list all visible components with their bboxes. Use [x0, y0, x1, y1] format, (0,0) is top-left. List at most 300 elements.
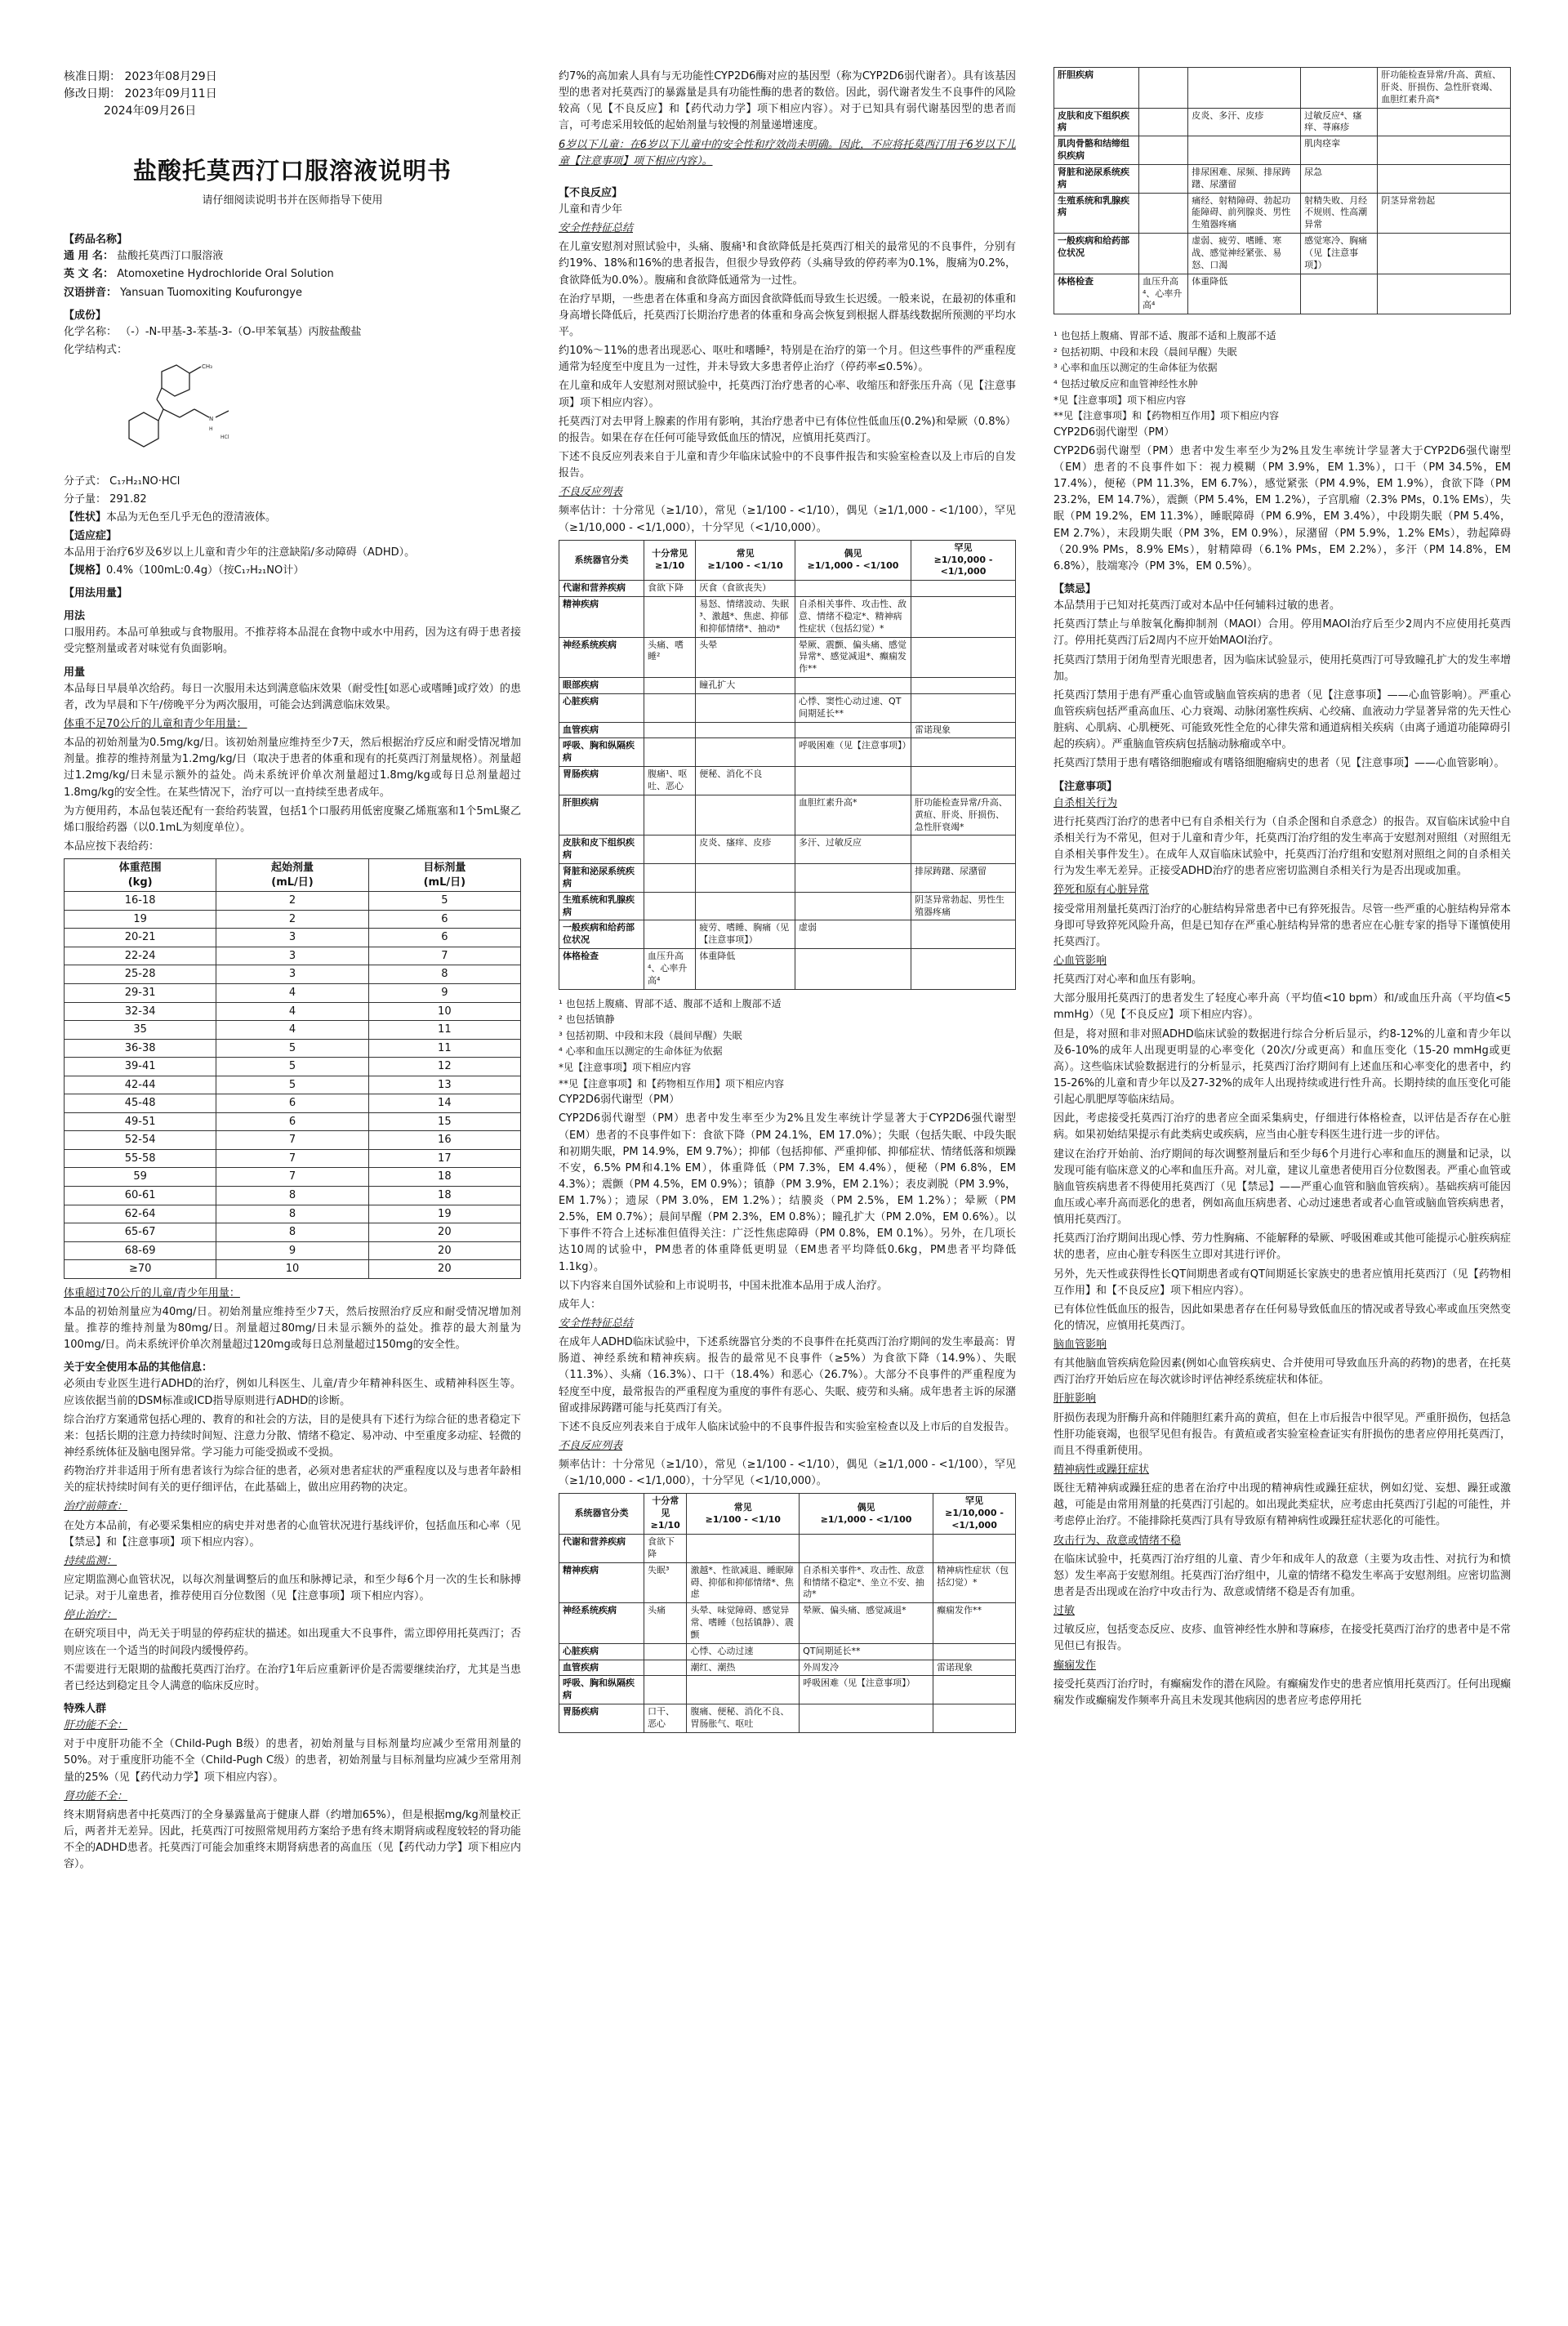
- psychosis-heading: 精神病性或躁狂症状: [1054, 1464, 1150, 1477]
- adverse-table-cell: 痛经、射精障碍、勃起功能障碍、前列腺炎、男性生殖器疼痛: [1188, 193, 1301, 234]
- dosage-under-70-text: 本品的初始剂量为0.5mg/kg/日。该初始剂量应维持至少7天，然后根据治疗反应和耐受情况增加剂量。推荐的维持剂量为1.2mg/kg/日（取决于患者的体重和现有的托莫西汀剂量规格）。剂量超过1.2mg/kg/日未显示额外的益处。尚未系统评价单次剂量超过1.8mg/kg或每日总剂量超过1.8mg/kg的安全性。在某些情况下，治疗可以一直持续至患者成年。: [64, 737, 521, 799]
- other-info-p3: 药物治疗并非适用于所有患者该行为综合征的患者，必须对患者症状的严重程度以及与患者年龄相关的症状持续时间有关的更仔细评估，在此基础上，做出应用药物的决定。: [64, 1465, 521, 1495]
- stop-text-2: 不需要进行无限期的盐酸托莫西汀治疗。在治疗1年后应重新评价是否需要继续治疗，尤其是当患者已经达到稳定且令人满意的临床反应时。: [64, 1663, 521, 1692]
- adverse-table-cell: 疲劳、嗜睡、胸痛（见【注意事项】）: [696, 920, 795, 949]
- adverse-table-cell: 外周发冷: [800, 1660, 933, 1676]
- adverse-table-row: [559, 1660, 1016, 1676]
- dose-table-row: [65, 1039, 521, 1058]
- dose-table-cell: 45-48: [65, 1094, 216, 1113]
- adverse-table-cell: 体格检查: [559, 949, 644, 990]
- usage-method-heading: 用法: [64, 610, 86, 623]
- adverse-table-cell: [1301, 274, 1378, 314]
- adverse-table-cell: 生殖系统和乳腺疾病: [1054, 193, 1139, 234]
- section-drug-name: 【药品名称】: [64, 234, 128, 247]
- adverse-table-cell: 失眠³: [644, 1562, 687, 1603]
- adverse-table-adult-continued: [1054, 67, 1511, 314]
- adverse-table-cell: 皮肤和皮下组织疾病: [559, 835, 644, 864]
- dose-table-cell: 65-67: [65, 1223, 216, 1242]
- contra-5: 托莫西汀禁用于患有嗜铬细胞瘤或有嗜铬细胞瘤病史的患者（见【注意事项】——心血管影响）。: [1054, 757, 1505, 770]
- aggression-heading: 攻击行为、敌意或情绪不稳: [1054, 1534, 1182, 1547]
- dose-table-cell: 6: [368, 910, 520, 929]
- adverse-table-cell: [933, 1643, 1016, 1660]
- adverse-table-cell: [687, 1534, 800, 1562]
- adverse-table-cell: [644, 795, 696, 835]
- cardio-p2: 大部分服用托莫西汀的患者发生了轻度心率升高（平均值<10 bpm）和/或血压升高（平均值<5 mmHg）（见【不良反应】项下相应内容）。: [1054, 992, 1511, 1022]
- adverse-table-cell: [911, 637, 1016, 678]
- c3-pm-text: CYP2D6弱代谢型（PM）患者中发生率至少为2%且发生率统计学显著大于CYP2D6强代谢型（EM）患者的不良事件如下：视力模糊（PM 3.9%，EM 1.3%），口干（PM 34.5%，EM 17.4%），便秘（PM 11.3%，EM 6.7%），感觉紧张（PM 4.9%，EM 1.9%），食欲下降（PM 23.2%，EM 14.7%），震颤（PM 5.4%，EM 1.2%），子宫肌瘤（2.3% PMs，0.1% EMs），失眠（PM 19.2%，EM 11.3%），睡眠障碍（PM 6.9%，EM 3.4%），中段期失眠（PM 5.4%，EM 2.7%），末段期失眠（PM 3%，EM 0.9%），尿潴留（PM 5.9%，1.2% EMs），勃起障碍（20.9% PMs，8.9% EMs），射精障碍（6.1% PMs，EM 2.2%），多汗（PM 14.8%，EM 6.8%），肢端寒冷（PM 3%，EM 0.5%）。: [1054, 444, 1511, 573]
- dose-table-cell: 20: [368, 1241, 520, 1260]
- seizure-text: 接受托莫西汀治疗时，有癫痫发作的潜在风险。有癫痫发作史的患者应慎用托莫西汀。任何出现癫痫发作或癫痫发作频率升高且未发现其他病因的患者应考虑停用托: [1054, 1678, 1511, 1707]
- dose-table-cell: 10: [368, 1002, 520, 1021]
- adverse-table-cell: [1188, 136, 1301, 165]
- adverse-table-cell: 一般疾病和给药部位状况: [559, 920, 644, 949]
- adverse-table-cell: 食欲下降: [644, 1534, 687, 1562]
- adverse-table-cell: [644, 892, 696, 920]
- dose-table: [64, 858, 521, 1279]
- adverse-table-cell: [644, 835, 696, 864]
- dose-table-cell: 35: [65, 1021, 216, 1040]
- sudden-death-text: 接受常用剂量托莫西汀治疗的心脏结构异常患者中已有猝死报告。尽管一些严重的心脏结构异常本身即可导致猝死风险升高，但是已知存在严重心脏结构异常的患者应在心脏专家的指导下谨慎使用托莫西汀。: [1054, 902, 1511, 948]
- dose-table-cell: 59: [65, 1168, 216, 1187]
- dose-table-cell: 15: [368, 1112, 520, 1131]
- adverse-table-row: [559, 1676, 1016, 1704]
- adverse-table-cell: 代谢和营养疾病: [559, 1534, 644, 1562]
- document-subtitle: 请仔细阅读说明书并在医师指导下使用: [202, 194, 383, 207]
- cyp2d6-text: 约7%的高加索人具有与无功能性CYP2D6酶对应的基因型（称为CYP2D6弱代谢者）。具有该基因型的患者对托莫西汀的暴露量是具有功能性酶的患者的数倍。因此，弱代谢者发生不良事件的风险较高（见【不良反应】和【药代动力学】项下相应内容）。对于已知具有弱代谢基因型的患者而言，可考虑采用较低的起始剂量与较慢的剂量递增速度。: [559, 70, 1016, 132]
- adverse-table-cell: [1139, 164, 1188, 193]
- adverse-table-cell: [1139, 234, 1188, 274]
- adverse-table-cell: [795, 892, 911, 920]
- adverse-table-cell: [1139, 68, 1188, 109]
- dose-table-cell: 5: [216, 1058, 368, 1076]
- liver-heading: 肝脏影响: [1054, 1392, 1097, 1406]
- adverse-table-cell: 心脏疾病: [559, 1643, 644, 1660]
- dosing-device-text: 为方便用药，本品包装还配有一套给药装置，包括1个口服药用低密度聚乙烯瓶塞和1个5mL聚乙烯口服给药器（以0.1mL为刻度单位）。: [64, 804, 521, 834]
- adverse-table-header: 偶见 ≥1/1,000 - <1/100: [795, 540, 911, 581]
- renal-heading: 肾功能不全：: [64, 1789, 128, 1802]
- adverse-table-row: [559, 738, 1016, 767]
- adverse-table-cell: 体格检查: [1054, 274, 1139, 314]
- dose-table-cell: 4: [216, 983, 368, 1002]
- special-population-heading: 特殊人群: [64, 1702, 107, 1715]
- dose-table-row: [65, 1076, 521, 1094]
- c3-footnote-3: ³ 心率和血压以测定的生命体征为依据: [1054, 362, 1218, 374]
- adverse-table-cell: 阴茎异常勃起: [1378, 193, 1511, 234]
- adr-child-p3: 约10%～11%的患者出现恶心、呕吐和嗜睡²，特别是在治疗的第一个月。但这些事件的严重程度通常为轻度至中度且为一过性，并未导致大多患者停止治疗（停药率≤0.5%）。: [559, 345, 1016, 374]
- c3-footnote-2: ² 包括初期、中段和末段（晨间早醒）失眠: [1054, 345, 1237, 358]
- other-info-p1: 必须由专业医生进行ADHD的治疗，例如儿科医生、儿童/青少年精神科医生、或精神科医生等。应该依据当前的DSM标准或ICD指导原则进行ADHD的诊断。: [64, 1378, 521, 1407]
- adverse-table-cell: 虚弱、疲劳、嗜睡、寒战、感觉神经紧张、易怒、口渴: [1188, 234, 1301, 274]
- adult-list-heading: 不良反应列表: [559, 1440, 623, 1453]
- adverse-table-cell: [696, 795, 795, 835]
- footnote-5: *见【注意事项】项下相应内容: [559, 1062, 692, 1074]
- dosage-over-70-heading: 体重超过70公斤的儿童/青少年用量：: [64, 1286, 240, 1299]
- dose-table-cell: 12: [368, 1058, 520, 1076]
- svg-text:CH₃: CH₃: [202, 363, 212, 371]
- adverse-table-row: [559, 795, 1016, 835]
- adverse-table-cell: 精神病性症状（包括幻觉）*: [933, 1562, 1016, 1603]
- adverse-table-row: [559, 1603, 1016, 1644]
- adverse-table-cell: [644, 597, 696, 638]
- dosage-text: 本品每日早晨单次给药。每日一次服用未达到满意临床效果（耐受性[如恶心或嗜睡]或疗效）的患者，改为早晨和下午/傍晚平分为两次服用，可能会达到满意临床效果。: [64, 682, 521, 711]
- adverse-table-row: [1054, 234, 1511, 274]
- footnote-3: ³ 包括初期、中段和末段（晨间早醒）失眠: [559, 1029, 742, 1041]
- adverse-table-cell: [911, 738, 1016, 767]
- liver-text: 肝损伤表现为肝酶升高和伴随胆红素升高的黄疸，但在上市后报告中很罕见。严重肝损伤，包括急性肝功能衰竭，也很罕见但有报告。有黄疸或者实验室检查证实有肝损伤的患者应停用托莫西汀，而且不得重新使用。: [1054, 1411, 1511, 1457]
- adverse-table-row: [559, 949, 1016, 990]
- adverse-table-cell: 口干、恶心: [644, 1704, 687, 1733]
- adverse-table-cell: 自杀相关事件、攻击性、敌意、情绪不稳定*、精神病性症状（包括幻觉）*: [795, 597, 911, 638]
- dose-table-row: [65, 1205, 521, 1223]
- generic-name: 通 用 名： 盐酸托莫西汀口服溶液: [64, 250, 224, 263]
- children-heading: 儿童和青少年: [559, 203, 623, 216]
- dose-table-cell: 62-64: [65, 1205, 216, 1223]
- dose-table-header: 起始剂量 (mL/日): [216, 859, 368, 892]
- dose-table-row: [65, 1094, 521, 1113]
- dose-table-cell: 16: [368, 1131, 520, 1150]
- dose-table-cell: 18: [368, 1187, 520, 1205]
- adverse-table-cell: 肌肉痉挛: [1301, 136, 1378, 165]
- dose-table-cell: 5: [216, 1076, 368, 1094]
- psychosis-text: 既往无精神病或躁狂症的患者在治疗中出现的精神病性或躁狂症状，例如幻觉、妄想、躁狂或激越，可能是由常用剂量的托莫西汀引起的。如出现此类症状，应考虑由托莫西汀引起的可能性，并考虑停止治疗。不能排除托莫西汀具有导致原有精神病性或躁狂症状恶化的可能性。: [1054, 1482, 1511, 1528]
- adverse-table-cell: [795, 767, 911, 795]
- adverse-table-cell: 生殖系统和乳腺疾病: [559, 892, 644, 920]
- adverse-table-row: [559, 1534, 1016, 1562]
- svg-text:N: N: [209, 416, 214, 423]
- adverse-table-cell: 自杀相关事件*、攻击性、敌意和情绪不稳定*、坐立不安、抽动*: [800, 1562, 933, 1603]
- adverse-table-cell: 肝功能检查异常/升高、黄疸、肝炎、肝损伤、急性肝衰竭*: [911, 795, 1016, 835]
- adr-child-p5: 托莫西汀对去甲肾上腺素的作用有影响，其治疗患者中已有体位性低血压(0.2%)和晕厥（0.8%）的报告。如果在存在任何可能导致低血压的情况，应慎用托莫西汀。: [559, 415, 1016, 444]
- other-info-p2: 综合治疗方案通常包括心理的、教育的和社会的方法，目的是使具有下述行为综合征的患者稳定下来：包括长期的注意力持续时间短、注意力分散、情绪不稳定、易冲动、中至重度多动症、轻微的神经系统体征及脑电图异常。学习能力可能受损或不受损。: [64, 1413, 521, 1459]
- dose-table-cell: 16-18: [65, 892, 216, 911]
- adverse-table-cell: 肾脏和泌尿系统疾病: [1054, 164, 1139, 193]
- cerebro-heading: 脑血管影响: [1054, 1339, 1107, 1352]
- adverse-table-cell: 心悸、心动过速: [687, 1643, 800, 1660]
- adverse-table-cell: [696, 892, 795, 920]
- adverse-table-row: [1054, 68, 1511, 109]
- pre-screen-text: 在处方本品前，有必要采集相应的病史并对患者的心血管状况进行基线评价，包括血压和心率（见【禁忌】和【注意事项】项下相应内容）。: [64, 1519, 521, 1548]
- dose-table-cell: 52-54: [65, 1131, 216, 1150]
- adverse-table-row: [559, 1562, 1016, 1603]
- dose-table-cell: 13: [368, 1076, 520, 1094]
- adult-safety-heading: 安全性特征总结: [559, 1317, 634, 1330]
- adverse-table-cell: 肝胆疾病: [559, 795, 644, 835]
- adverse-table-cell: 雷诺现象: [911, 722, 1016, 738]
- adverse-table-cell: [644, 864, 696, 893]
- adverse-table-cell: 神经系统疾病: [559, 1603, 644, 1644]
- adverse-table-cell: [911, 597, 1016, 638]
- dose-table-cell: 8: [216, 1187, 368, 1205]
- adverse-table-cell: 感觉寒冷、胸痛（见【注意事项】）: [1301, 234, 1378, 274]
- dose-table-cell: 60-61: [65, 1187, 216, 1205]
- adverse-table-cell: 心脏疾病: [559, 693, 644, 722]
- contra-2: 托莫西汀禁止与单胺氧化酶抑制剂（MAOI）合用。停用MAOI治疗后至少2周内不应使用托莫西汀。停用托莫西汀后2周内不应开始MAOI治疗。: [1054, 618, 1511, 648]
- dosage-over-70-text: 本品的初始剂量应为40mg/日。初始剂量应维持至少7天，然后按照治疗反应和耐受情况增加剂量。推荐的维持剂量为80mg/日。剂量超过80mg/日未显示额外的益处。推荐的最大剂量为100mg/日。尚未系统评价单次剂量超过120mg或每日总剂量超过150mg的安全性。: [64, 1305, 521, 1352]
- contra-1: 本品禁用于已知对托莫西汀或对本品中任何辅料过敏的患者。: [1054, 599, 1341, 613]
- dose-table-row: [65, 1168, 521, 1187]
- adverse-table-row: [1054, 164, 1511, 193]
- adverse-table-cell: [1378, 108, 1511, 136]
- aggression-text: 在临床试验中，托莫西汀治疗组的儿童、青少年和成年人的敌意（主要为攻击性、对抗行为和愤怒）发生率高于安慰剂组。托莫西汀治疗组中，儿童的情绪不稳发生率高于安慰剂组。应密切监测患者是否出现或在治疗中攻击行为、敌意或情绪不稳是否有加重。: [1054, 1553, 1511, 1599]
- dose-table-cell: 25-28: [65, 965, 216, 984]
- cardio-p7: 另外，先天性或获得性长QT间期患者或有QT间期延长家族史的患者应慎用托莫西汀（见【药物相互作用】和【不良反应】项下相应内容）。: [1054, 1268, 1511, 1297]
- adverse-table-header: 常见 ≥1/100 - <1/10: [696, 540, 795, 581]
- pm-text: CYP2D6弱代谢型（PM）患者中发生率至少为2%且发生率统计学显著大于CYP2D6强代谢型（EM）患者的不良事件如下：食欲下降（PM 24.1%，EM 17.0%）；失眠（包括失眠、中段失眠和初期失眠，PM 14.9%，EM 9.7%）；抑郁（包括抑郁、严重抑郁、抑郁症状、情绪低落和烦躁不安，6.5% PM和4.1% EM），体重降低（PM 7.3%，EM 4.4%），便秘（PM 6.8%，EM 4.3%）；震颤（PM 4.5%，EM 0.9%）；镇静（PM 3.9%，EM 2.1%）；表皮剥脱（PM 3.9%，EM 1.7%）；遗尿（PM 3.0%，EM 1.2%）；结膜炎（PM 2.5%，EM 1.2%）；晕厥（PM 2.5%，EM 0.7%）；晨间早醒（PM 2.3%，EM 0.8%）；瞳孔扩大（PM 2.0%，EM 0.6%）。以下事件不符合上述标准但值得关注：广泛性焦虑障碍（PM 0.8%，EM 0.1%）。另外，在几项长达10周的试验中，PM患者的体重降低更明显（EM患者平均降低0.6kg，PM患者平均降低1.1kg）。: [559, 1112, 1016, 1273]
- molecular-formula: 分子式： C₁₇H₂₁NO·HCl: [64, 475, 180, 488]
- dose-table-row: [65, 965, 521, 984]
- adverse-table-cell: 阴茎异常勃起、男性生殖器疼痛: [911, 892, 1016, 920]
- adverse-table-cell: 眼部疾病: [559, 678, 644, 694]
- adverse-table-cell: 瞳孔扩大: [696, 678, 795, 694]
- pre-screen-heading: 治疗前筛查：: [64, 1500, 128, 1513]
- cardio-p3: 但是，将对照和非对照ADHD临床试验的数据进行综合分析后显示，约8-12%的儿童和青少年以及6-10%的成年人出现更明显的心率变化（20次/分或更高）和血压变化（15-20 mmHg或更高）。这些临床试验数据进行的分析显示，托莫西汀治疗期间有上述血压和心率变化的患者中，约15-26%的儿童和青少年以及27-32%的成年人出现持续或进行性升高。长期持续的血压变化可能引起心肌肥厚等临床结局。: [1054, 1027, 1511, 1107]
- revision-date: 修改日期： 2023年09月11日: [64, 87, 217, 100]
- adverse-table-cell: 头痛: [644, 1603, 687, 1644]
- adverse-table-cell: 头晕、味觉障碍、感觉异常、嗜睡（包括镇静）、震颤: [687, 1603, 800, 1644]
- adr-child-p6: 下述不良反应列表来自于儿童和青少年临床试验中的不良事件报告和实验室检查以及上市后的自发报告。: [559, 450, 1016, 480]
- adverse-table-cell: 血管疾病: [559, 722, 644, 738]
- dose-table-cell: 3: [216, 965, 368, 984]
- adverse-table-cell: [795, 722, 911, 738]
- dose-table-header: 体重范围 (kg): [65, 859, 216, 892]
- dosage-heading: 用量: [64, 666, 86, 679]
- adverse-table-cell: [696, 738, 795, 767]
- adr-list-heading: 不良反应列表: [559, 486, 623, 499]
- adverse-table-cell: [644, 1643, 687, 1660]
- adverse-table-cell: 虚弱: [795, 920, 911, 949]
- svg-text:HCl: HCl: [220, 434, 229, 441]
- dose-table-cell: 3: [216, 929, 368, 947]
- foreign-data-note: 以下内容来自国外试验和上市说明书，中国未批准本品用于成人治疗。: [559, 1279, 889, 1292]
- adverse-table-cell: [1139, 193, 1188, 234]
- adverse-table-cell: 腹痛、便秘、消化不良、胃肠胀气、呕吐: [687, 1704, 800, 1733]
- dose-table-cell: 3: [216, 947, 368, 965]
- safety-summary-heading: 安全性特征总结: [559, 222, 634, 235]
- dose-table-row: [65, 910, 521, 929]
- adverse-table-row: [1054, 274, 1511, 314]
- sudden-death-heading: 猝死和原有心脏异常: [1054, 884, 1150, 897]
- adverse-table-cell: 排尿困难、尿频、排尿踌躇、尿潴留: [1188, 164, 1301, 193]
- under-6-text: 6岁以下儿童：在6岁以下儿童中的安全性和疗效尚未明确。因此，不应将托莫西汀用于6岁以下儿童【注意事项】项下相应内容）。: [559, 138, 1016, 167]
- adverse-table-row: [559, 1643, 1016, 1660]
- adverse-table-cell: [933, 1704, 1016, 1733]
- adverse-table-cell: [911, 920, 1016, 949]
- character: 【性状】本品为无色至几乎无色的澄清液体。: [64, 511, 277, 524]
- adverse-table-cell: 多汗、过敏反应: [795, 835, 911, 864]
- dose-table-cell: 8: [368, 965, 520, 984]
- suicide-heading: 自杀相关行为: [1054, 796, 1118, 809]
- adverse-table-cell: [696, 722, 795, 738]
- date-block: [64, 69, 521, 120]
- adverse-table-row: [1054, 136, 1511, 165]
- adverse-table-header: 常见 ≥1/100 - <1/10: [687, 1494, 800, 1535]
- adr-child-p2: 在治疗早期，一些患者在体重和身高方面因食欲降低而导致生长迟缓。一般来说，在最初的体重和身高增长降低后，托莫西汀长期治疗患者的体重和身高会恢复到根据人群基线数据所预测的平均水平。: [559, 292, 1016, 338]
- adverse-table-cell: 精神疾病: [559, 1562, 644, 1603]
- stop-text: 在研究项目中，尚无关于明显的停药症状的描述。如出现重大不良事件，需立即停用托莫西汀；否则应该在一个适当的时间段内缓慢停药。: [64, 1628, 521, 1657]
- column-1: [64, 69, 521, 2306]
- adverse-table-cell: [1301, 68, 1378, 109]
- dose-table-cell: 68-69: [65, 1241, 216, 1260]
- usage-method-text: 口服用药。本品可单独或与食物服用。不推荐将本品混在食物中或水中用药，因为这有碍于患者接受完整剂量或者对味觉有负面影响。: [64, 626, 521, 656]
- dose-table-cell: 36-38: [65, 1039, 216, 1058]
- dose-table-row: [65, 1021, 521, 1040]
- dose-table-cell: 32-34: [65, 1002, 216, 1021]
- chemical-structure-image: [121, 363, 243, 460]
- adverse-table-cell: [644, 920, 696, 949]
- adverse-table-cell: [644, 1676, 687, 1704]
- dose-table-header: 目标剂量 (mL/日): [368, 859, 520, 892]
- adverse-table-cell: [687, 1676, 800, 1704]
- adverse-table-cell: [1378, 136, 1511, 165]
- allergy-text: 过敏反应，包括变态反应、皮疹、血管神经性水肿和荨麻疹，在接受托莫西汀治疗的患者中是不常见但已有报告。: [1054, 1624, 1511, 1653]
- adverse-table-cell: 呼吸困难（见【注意事项】）: [800, 1676, 933, 1704]
- adverse-table-cell: 代谢和营养疾病: [559, 581, 644, 597]
- adverse-table-cell: 精神疾病: [559, 597, 644, 638]
- adverse-table-row: [559, 581, 1016, 597]
- adverse-table-cell: 晕厥、偏头痛、感觉减退*: [800, 1603, 933, 1644]
- dose-table-cell: 17: [368, 1149, 520, 1168]
- adverse-table-cell: 肌肉骨骼和结缔组织疾病: [1054, 136, 1139, 165]
- structure-label: 化学结构式：: [64, 343, 128, 356]
- hepatic-text: 对于中度肝功能不全（Child-Pugh B级）的患者，初始剂量与目标剂量均应减少至常用剂量的50%。对于重度肝功能不全（Child-Pugh C级）的患者，初始剂量与目标剂量均应减少至常用剂量的25%（见【药代动力学】项下相应内容）。: [64, 1738, 521, 1784]
- renal-text: 终末期肾病患者中托莫西汀的全身暴露量高于健康人群（约增加65%），但是根据mg/kg剂量校正后，两者并无差异。因此，托莫西汀可按照常规用药方案给予患有终末期肾病或程度较轻的肾功能不全的ADHD患者。托莫西汀可能会加重终末期肾病患者的高血压（见【药代动力学】项下相应内容）。: [64, 1808, 521, 1871]
- cerebro-text: 有其他脑血管疾病危险因素(例如心血管疾病史、合并使用可导致血压升高的药物)的患者，在托莫西汀治疗开始后应在每次就诊时评估神经系统症状和体征。: [1054, 1357, 1511, 1387]
- monitoring-heading: 持续监测：: [64, 1554, 118, 1567]
- c3-footnote-1: ¹ 也包括上腹痛、胃部不适、腹部不适和上腹部不适: [1054, 330, 1276, 342]
- adverse-table-row: [559, 892, 1016, 920]
- adverse-table-cell: 皮炎、多汗、皮疹: [1188, 108, 1301, 136]
- adverse-table-cell: [933, 1534, 1016, 1562]
- dose-table-row: [65, 1131, 521, 1150]
- dose-table-row: [65, 892, 521, 911]
- adverse-table-cell: 血胆红素升高*: [795, 795, 911, 835]
- adverse-table-cell: 血压升高⁴、心率升高⁴: [644, 949, 696, 990]
- adverse-table-cell: [696, 864, 795, 893]
- dosage-under-70-heading: 体重不足70公斤的儿童和青少年用量：: [64, 718, 247, 731]
- adverse-table-cell: 肝胆疾病: [1054, 68, 1139, 109]
- document-title: 盐酸托莫西汀口服溶液说明书: [132, 157, 452, 185]
- adverse-table-cell: 射精失败、月经不规则、性高潮异常: [1301, 193, 1378, 234]
- cardio-heading: 心血管影响: [1054, 954, 1107, 967]
- dose-table-row: [65, 947, 521, 965]
- adverse-table-row: [559, 722, 1016, 738]
- dose-table-cell: 18: [368, 1168, 520, 1187]
- dose-table-cell: 49-51: [65, 1112, 216, 1131]
- dose-table-intro: 本品应按下表给药：: [64, 840, 160, 853]
- dose-table-cell: 11: [368, 1039, 520, 1058]
- dose-table-cell: 7: [216, 1168, 368, 1187]
- dose-table-cell: ≥70: [65, 1260, 216, 1279]
- adverse-table-header: 系统器官分类: [559, 1494, 644, 1535]
- adverse-table-cell: 食欲下降: [644, 581, 696, 597]
- adverse-table-cell: 体重降低: [1188, 274, 1301, 314]
- adverse-table-cell: [644, 1660, 687, 1676]
- dose-table-row: [65, 1058, 521, 1076]
- dose-table-row: [65, 983, 521, 1002]
- adverse-table-cell: 胃肠疾病: [559, 767, 644, 795]
- frequency-text: 频率估计：十分常见（≥1/10），常见（≥1/100 - <1/10），偶见（≥1/1,000 - <1/100），罕见（≥1/10,000 - <1/1,000），十分罕见（<1/10,000）。: [559, 505, 1016, 534]
- stop-heading: 停止治疗：: [64, 1609, 118, 1622]
- adverse-table-header-row: [559, 540, 1016, 581]
- adverse-table-cell: [1378, 164, 1511, 193]
- adverse-table-cell: 胃肠疾病: [559, 1704, 644, 1733]
- adr-child-p1: 在儿童安慰剂对照试验中，头痛、腹痛¹和食欲降低是托莫西汀相关的最常见的不良事件，分别有约19%、18%和16%的患者报告，但很少导致停药（头痛导致的停药率为0.1%，腹痛为0.2%，食欲降低为0.0%）。腹痛和食欲降低通常为一过性。: [559, 241, 1016, 287]
- adverse-table-cell: 皮炎、瘙痒、皮疹: [696, 835, 795, 864]
- dose-table-row: [65, 929, 521, 947]
- monitoring-text: 应定期监测心血管状况，以每次剂量调整后的血压和脉搏记录，和至少每6个月一次的生长和脉搏记录。对于儿童患者，推荐使用百分位数图（见【注意事项】项下相应内容）。: [64, 1573, 521, 1603]
- adverse-table-cell: 激越*、性欲减退、睡眠障碍、抑郁和抑郁情绪*、焦虑: [687, 1562, 800, 1603]
- dose-table-row: [65, 1187, 521, 1205]
- adverse-table-cell: 皮肤和皮下组织疾病: [1054, 108, 1139, 136]
- adverse-table-row: [559, 693, 1016, 722]
- dose-table-cell: 22-24: [65, 947, 216, 965]
- dose-table-cell: 6: [216, 1112, 368, 1131]
- adverse-table-cell: [696, 693, 795, 722]
- adverse-table-cell: 血管疾病: [559, 1660, 644, 1676]
- adverse-table-cell: 一般疾病和给药部位状况: [1054, 234, 1139, 274]
- cardio-p5: 建议在治疗开始前、治疗期间的每次调整剂量后和至少每6个月进行心率和血压的测量和记录，以发现可能有临床意义的心率和血压升高。对儿童，建议儿童患者使用百分位数图表。严重心血管或脑血管疾病患者不得使用托莫西汀（见【禁忌】——严重心血管和脑血管疾病）。基础疾病可能因血压或心率升高而恶化的患者，例如高血压病患者、心动过速患者或者心血管或脑血管疾病患者，慎用托莫西汀。: [1054, 1147, 1511, 1227]
- dose-table-cell: 4: [216, 1002, 368, 1021]
- adverse-table-cell: [933, 1676, 1016, 1704]
- adverse-table-cell: [644, 738, 696, 767]
- adult-list-intro: 下述不良反应列表来自于成年人临床试验中的不良事件报告和实验室检查以及上市后的自发报告。: [559, 1420, 1016, 1433]
- dose-table-cell: 7: [368, 947, 520, 965]
- adverse-table-header: 系统器官分类: [559, 540, 644, 581]
- dose-table-cell: 14: [368, 1094, 520, 1113]
- cardio-p8: 已有体位性低血压的报告，因此如果患者存在任何易导致低血压的情况或者导致心率或血压突然变化的情况，应慎用托莫西汀。: [1054, 1303, 1511, 1332]
- dose-table-cell: 19: [65, 910, 216, 929]
- adverse-table-cell: 晕厥、震颤、偏头痛、感觉异常*、感觉减退*、癫痫发作**: [795, 637, 911, 678]
- adverse-table-cell: 呼吸、胸和纵隔疾病: [559, 1676, 644, 1704]
- adverse-table-cell: 过敏反应⁴、瘙痒、荨麻疹: [1301, 108, 1378, 136]
- section-usage: 【用法用量】: [64, 587, 128, 600]
- adverse-table-row: [559, 864, 1016, 893]
- adverse-table-cell: [795, 678, 911, 694]
- section-composition: 【成份】: [64, 309, 107, 322]
- adverse-table-children: [559, 540, 1016, 990]
- adverse-table-cell: [795, 949, 911, 990]
- pinyin-name: 汉语拼音： Yansuan Tuomoxiting Koufurongye: [64, 286, 302, 299]
- section-adverse-reactions: 【不良反应】: [559, 186, 623, 199]
- other-info-heading: 关于安全使用本品的其他信息：: [64, 1361, 213, 1375]
- adverse-table-row: [559, 767, 1016, 795]
- adverse-table-cell: [911, 767, 1016, 795]
- dose-table-cell: 6: [216, 1094, 368, 1113]
- english-name: 英 文 名： Atomoxetine Hydrochloride Oral Solution: [64, 268, 334, 281]
- dose-table-row: [65, 1241, 521, 1260]
- adverse-table-cell: [911, 581, 1016, 597]
- dose-table-cell: 55-58: [65, 1149, 216, 1168]
- adverse-table-cell: [911, 678, 1016, 694]
- adverse-table-cell: [1378, 274, 1511, 314]
- adult-frequency-text: 频率估计：十分常见（≥1/10），常见（≥1/100 - <1/10），偶见（≥1/1,000 - <1/100），罕见（≥1/10,000 - <1/1,000），十分罕见（<1/10,000）。: [559, 1459, 1016, 1488]
- adverse-table-cell: [1139, 136, 1188, 165]
- adverse-table-cell: [911, 835, 1016, 864]
- dose-table-row: [65, 1149, 521, 1168]
- cardio-p4: 因此，考虑接受托莫西汀治疗的患者应全面采集病史，仔细进行体格检查，以评估是否存在心脏病。如果初始结果提示有此类病史或疾病，应当由心脏专科医生进行进一步的评估。: [1054, 1112, 1511, 1142]
- adverse-table-cell: [800, 1534, 933, 1562]
- adverse-table-cell: [795, 581, 911, 597]
- adverse-table-row: [559, 597, 1016, 638]
- dose-table-cell: 7: [216, 1149, 368, 1168]
- adverse-table-cell: 头晕: [696, 637, 795, 678]
- seizure-heading: 癫痫发作: [1054, 1659, 1097, 1672]
- dose-table-cell: 39-41: [65, 1058, 216, 1076]
- adverse-table-cell: [795, 864, 911, 893]
- dose-table-cell: 5: [368, 892, 520, 911]
- allergy-heading: 过敏: [1054, 1605, 1076, 1618]
- adverse-table-row: [559, 1704, 1016, 1733]
